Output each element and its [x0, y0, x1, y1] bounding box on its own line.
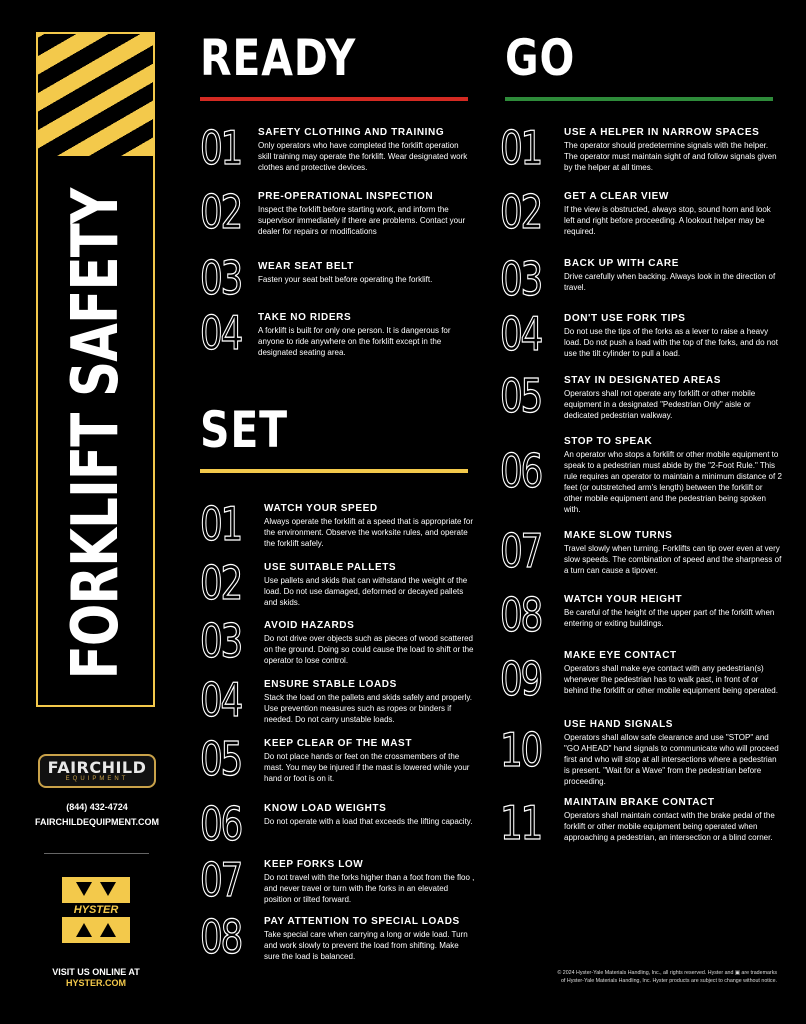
go-item: [500, 307, 782, 361]
item-title: WATCH YOUR HEIGHT: [564, 594, 683, 605]
go-item: [500, 588, 782, 642]
item-number: 08: [200, 910, 241, 964]
ready-item: [200, 185, 470, 239]
item-description: Do not place hands or feet on the crossmembers of the mast. You may be injured if the mast is lowered while your hand or foot is on it.: [264, 752, 470, 783]
item-description: Take special care when carrying a long or wide load. Turn and work slowly to prevent the load from shifting. Make sure the load is balanced.: [264, 930, 468, 961]
ready-rule: [200, 97, 468, 101]
item-title: WEAR SEAT BELT: [258, 261, 354, 272]
go-item: [500, 185, 782, 239]
item-number: 01: [200, 497, 241, 551]
item-description: The operator should predetermine signals with the helper. The operator must maintain sight of and follow signals given by the helper at all times.: [564, 141, 777, 172]
item-description: Travel slowly when turning. Forklifts can tip over even at very slow speeds. The combination of speed and the sharpness of a turn can cause a tipover.: [564, 544, 782, 575]
item-title: DON'T USE FORK TIPS: [564, 313, 686, 324]
set-item: [200, 556, 475, 610]
hyster-website-link[interactable]: HYSTER.COM: [65, 978, 126, 988]
title-banner: [36, 32, 155, 707]
fairchild-logo-name: FAIRCHILD: [47, 757, 147, 777]
item-number: 07: [200, 853, 241, 907]
ready-heading: READY: [200, 29, 357, 87]
phone-number: (844) 432-4724: [66, 802, 128, 812]
item-title: STAY IN DESIGNATED AREAS: [564, 375, 722, 386]
item-description: An operator who stops a forklift or other mobile equipment to speak to a pedestrian must abide by the "2-Foot Rule." This rule requires an operator to maintain a minimum distance of 2 feet (or outstretched arm's length) between the forklift or other mobile equipment and the pedestrian being spoken with.: [564, 450, 782, 514]
arrow-up-icon: [76, 923, 92, 937]
ready-item: [200, 251, 470, 305]
item-title: USE A HELPER IN NARROW SPACES: [564, 127, 760, 138]
item-title: TAKE NO RIDERS: [258, 312, 352, 323]
item-description: Operators shall not operate any forklift or other mobile equipment in a designated "Pedestrian Only" aisle or dedicated pedestrian walkway.: [564, 389, 756, 420]
item-description: Operators shall make eye contact with any pedestrian(s) whenever the pedestrian has to walk past, in front of or behind the forklift or other mobile equipment being operated.: [564, 664, 778, 695]
go-item: [500, 795, 782, 850]
go-item: [500, 434, 782, 515]
item-number: 03: [200, 251, 241, 305]
item-description: Be careful of the height of the upper part of the forklift when entering or exiting buildings.: [564, 608, 775, 628]
item-description: Do not travel with the forks higher than a foot from the floo , and never travel or turn with the forks in an elevated position or tilted forward.: [264, 873, 475, 904]
item-number: 04: [200, 306, 241, 360]
item-number: 04: [200, 673, 241, 727]
item-number: 10: [500, 723, 541, 777]
copyright-notice: [505, 969, 777, 985]
item-title: KNOW LOAD WEIGHTS: [264, 803, 387, 814]
item-title: ENSURE STABLE LOADS: [264, 679, 397, 690]
item-description: Operators shall allow safe clearance and use "STOP" and "GO AHEAD" hand signals to communicate who will proceed first and who will stop at all intersections where a pedestrian is present. "Wait for a Wave" from the pedestrian before proceeding.: [564, 733, 779, 786]
fairchild-logo: [38, 754, 156, 788]
item-number: 04: [500, 307, 541, 361]
set-item: [200, 673, 475, 727]
hyster-logo: [62, 877, 130, 943]
arrow-up-icon: [100, 923, 116, 937]
hyster-logo-text: HYSTER: [62, 903, 130, 917]
item-description: A forklift is built for only one person. It is dangerous for anyone to ride anywhere on the forklift except in the designated seating area.: [258, 326, 451, 357]
item-number: 06: [200, 797, 241, 851]
go-item: [500, 717, 782, 787]
item-description: Inspect the forklift before starting work, and inform the supervisor immediately if there are problems. Contact your dealer for repairs or modifications: [258, 205, 466, 236]
visit-online: [0, 967, 192, 989]
item-title: BACK UP WITH CARE: [564, 258, 680, 269]
item-title: AVOID HAZARDS: [264, 620, 355, 631]
go-item: [500, 252, 782, 306]
copyright-line: of Hyster-Yale Materials Handling, Inc. Hyster products are subject to change without notice.: [560, 978, 777, 984]
item-title: KEEP CLEAR OF THE MAST: [264, 738, 413, 749]
copyright-line: © 2024 Hyster-Yale Materials Handling, Inc., all rights reserved. Hyster and ▣ are trademarks: [557, 970, 777, 976]
item-number: 11: [500, 796, 541, 850]
item-title: USE SUITABLE PALLETS: [264, 562, 397, 573]
item-description: Drive carefully when backing. Always look in the direction of travel.: [564, 272, 776, 292]
set-item: [200, 614, 475, 668]
visit-label: VISIT US ONLINE AT: [52, 967, 140, 977]
item-number: 06: [500, 444, 541, 498]
set-item: [200, 910, 475, 964]
set-item: [200, 797, 475, 851]
set-heading: SET: [200, 401, 288, 459]
item-number: 09: [500, 652, 541, 706]
arrow-down-icon: [100, 882, 116, 896]
item-description: Operators shall maintain contact with the brake pedal of the forklift or other mobile equipment being operated when approaching a pedestrian, an intersection or a blind corner.: [564, 811, 775, 842]
item-number: 03: [500, 252, 541, 306]
item-number: 02: [200, 556, 241, 610]
item-title: STOP TO SPEAK: [564, 436, 653, 447]
item-number: 08: [500, 588, 541, 642]
item-number: 01: [200, 121, 241, 175]
item-description: Do not drive over objects such as pieces of wood scattered on the ground. Doing so could cause the load to shift or the operator to lose control.: [264, 634, 474, 665]
item-title: SAFETY CLOTHING AND TRAINING: [258, 127, 445, 138]
divider: [44, 853, 149, 854]
item-number: 02: [200, 185, 241, 239]
item-title: KEEP FORKS LOW: [264, 859, 364, 870]
item-description: Fasten your seat belt before operating the forklift.: [258, 275, 433, 284]
item-description: Always operate the forklift at a speed that is appropriate for the environment. Observe the worksite rules, and operate the forklift safely.: [264, 517, 474, 548]
ready-item: [200, 306, 470, 360]
item-title: USE HAND SIGNALS: [564, 719, 674, 730]
set-rule: [200, 469, 468, 473]
go-rule: [505, 97, 773, 101]
item-title: WATCH YOUR SPEED: [264, 503, 378, 514]
item-number: 05: [500, 369, 541, 423]
set-item: [200, 853, 475, 907]
item-description: Only operators who have completed the forklift operation skill training may operate the forklift. Wear designated work clothes and protective devices.: [258, 141, 468, 172]
fairchild-website-link[interactable]: FAIRCHILDEQUIPMENT.COM: [34, 817, 159, 827]
ready-item: [200, 121, 470, 175]
item-title: PRE-OPERATIONAL INSPECTION: [258, 191, 434, 202]
item-title: PAY ATTENTION TO SPECIAL LOADS: [264, 916, 460, 927]
item-description: Do not operate with a load that exceeds the lifting capacity.: [264, 817, 473, 826]
item-title: MAKE EYE CONTACT: [564, 650, 677, 661]
item-number: 05: [200, 732, 241, 786]
set-item: [200, 732, 475, 786]
item-description: Do not use the tips of the forks as a lever to raise a heavy load. Do not push a load with the top of the forks, and do not use the tilt cylinder to pull a load.: [564, 327, 778, 358]
item-number: 07: [500, 524, 541, 578]
item-number: 02: [500, 185, 541, 239]
go-item: [500, 648, 782, 706]
sidebar: [0, 0, 170, 1024]
poster-title: FORKLIFT SAFETY: [58, 188, 133, 680]
go-heading: GO: [505, 29, 576, 87]
go-item: [500, 369, 782, 423]
item-description: Stack the load on the pallets and skids safely and properly. Use prevention measures such as ropes or binders if needed. Do not carry unstable loads.: [264, 693, 472, 724]
item-number: 01: [500, 121, 541, 175]
item-number: 03: [200, 614, 241, 668]
item-description: If the view is obstructed, always stop, sound horn and look left and right before proceeding. A lookout helper may be required.: [564, 205, 771, 236]
item-title: MAINTAIN BRAKE CONTACT: [564, 797, 715, 808]
go-item: [500, 121, 782, 175]
set-item: [200, 497, 475, 551]
item-title: MAKE SLOW TURNS: [564, 530, 673, 541]
fairchild-logo-sub: EQUIPMENT: [65, 775, 129, 782]
go-item: [500, 524, 782, 578]
item-title: GET A CLEAR VIEW: [564, 191, 669, 202]
item-description: Use pallets and skids that can withstand the weight of the load. Do not use damaged, deformed or decayed pallets and skids.: [264, 576, 468, 607]
arrow-down-icon: [76, 882, 92, 896]
